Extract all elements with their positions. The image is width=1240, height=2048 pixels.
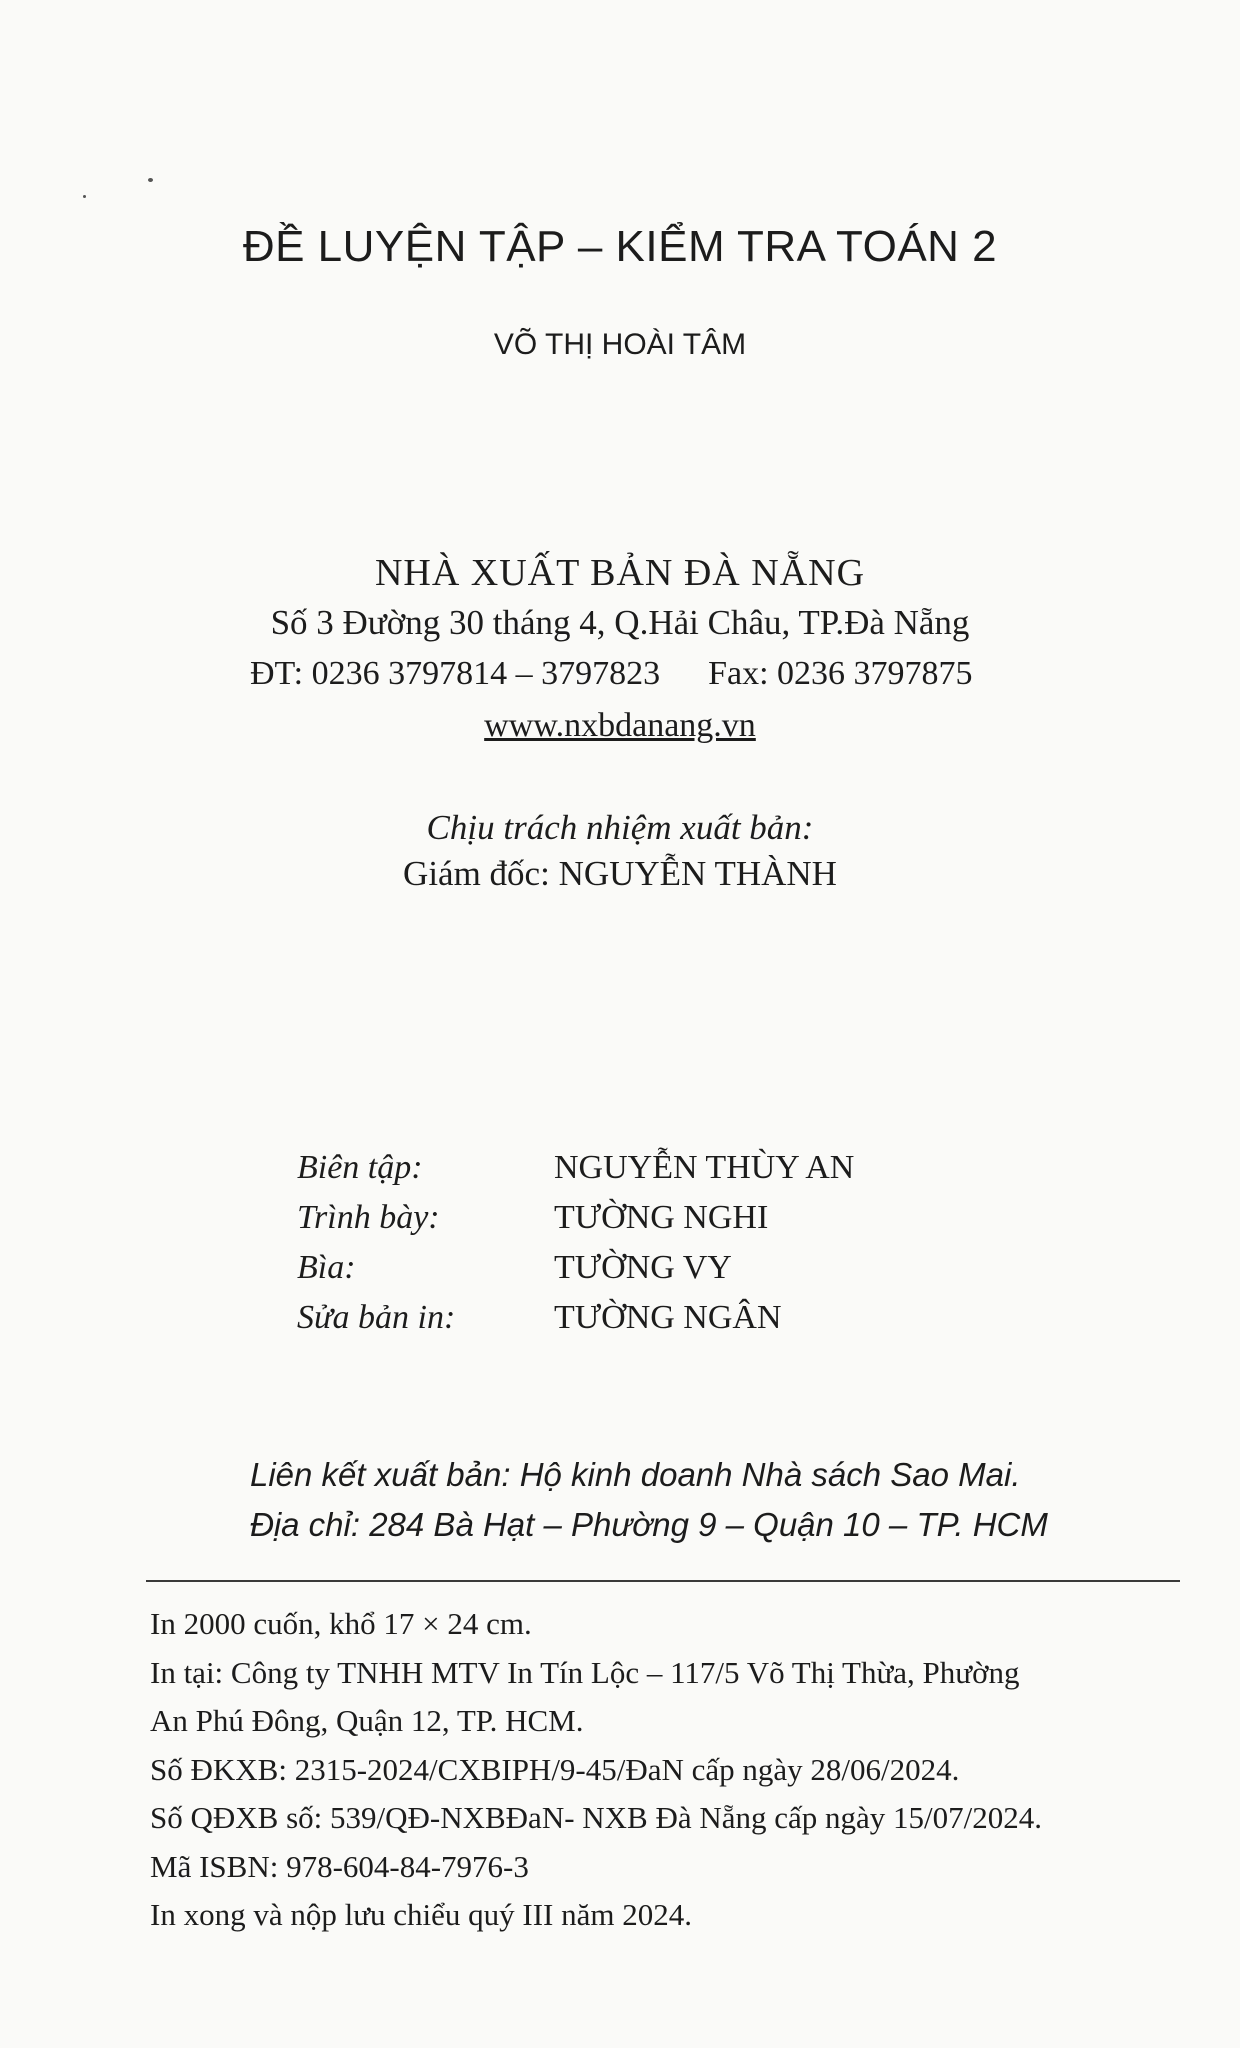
registration-number: Số ĐKXB: 2315-2024/CXBIPH/9-45/ĐaN cấp ngày 28/06/2024. — [150, 1751, 960, 1787]
credit-role: Sửa bản in: — [297, 1299, 456, 1336]
credit-role: Biên tập: — [297, 1149, 423, 1186]
publisher-website: www.nxbdanang.vn — [484, 707, 756, 744]
credit-name: TƯỜNG NGHI — [554, 1199, 769, 1236]
publisher-contact — [250, 655, 973, 693]
partner-publisher: Liên kết xuất bản: Hộ kinh doanh Nhà sách Sao Mai. — [250, 1456, 1021, 1493]
credit-role: Trình bày: — [297, 1199, 440, 1236]
partner-address: Địa chỉ: 284 Bà Hạt – Phường 9 – Quận 10 – TP. HCM — [250, 1506, 1048, 1543]
credit-role: Bìa: — [297, 1249, 356, 1286]
paper-speck — [83, 195, 86, 198]
credit-name: NGUYỄN THÙY AN — [554, 1149, 855, 1186]
publisher-name: NHÀ XUẤT BẢN ĐÀ NẴNG — [374, 552, 866, 594]
publishing-decision: Số QĐXB số: 539/QĐ-NXBĐaN- NXB Đà Nẵng cấp ngày 15/07/2024. — [150, 1800, 1043, 1835]
isbn: Mã ISBN: 978-604-84-7976-3 — [150, 1848, 529, 1884]
credit-name: TƯỜNG NGÂN — [554, 1299, 782, 1336]
credit-name: TƯỜNG VY — [554, 1249, 732, 1286]
book-author: VÕ THỊ HOÀI TÂM — [493, 328, 747, 361]
legal-deposit: In xong và nộp lưu chiểu quý III năm 2024. — [150, 1897, 692, 1932]
paper-speck — [148, 178, 153, 182]
printer-line-1: In tại: Công ty TNHH MTV In Tín Lộc – 117/5 Võ Thị Thừa, Phường — [150, 1654, 1020, 1690]
divider-line — [146, 1580, 1180, 1582]
publisher-phone: ĐT: 0236 3797814 – 3797823 — [250, 655, 661, 692]
printer-line-2: An Phú Đông, Quận 12, TP. HCM. — [150, 1703, 584, 1738]
publisher-fax: Fax: 0236 3797875 — [708, 655, 973, 692]
imprint-details — [150, 1600, 1190, 1940]
publisher-address: Số 3 Đường 30 tháng 4, Q.Hải Châu, TP.Đà Nẵng — [270, 603, 970, 642]
print-run: In 2000 cuốn, khổ 17 × 24 cm. — [150, 1606, 532, 1641]
publishing-director: Giám đốc: NGUYỄN THÀNH — [403, 854, 837, 893]
book-title: ĐỀ LUYỆN TẬP – KIỂM TRA TOÁN 2 — [242, 222, 998, 271]
responsibility-label: Chịu trách nhiệm xuất bản: — [426, 808, 814, 847]
